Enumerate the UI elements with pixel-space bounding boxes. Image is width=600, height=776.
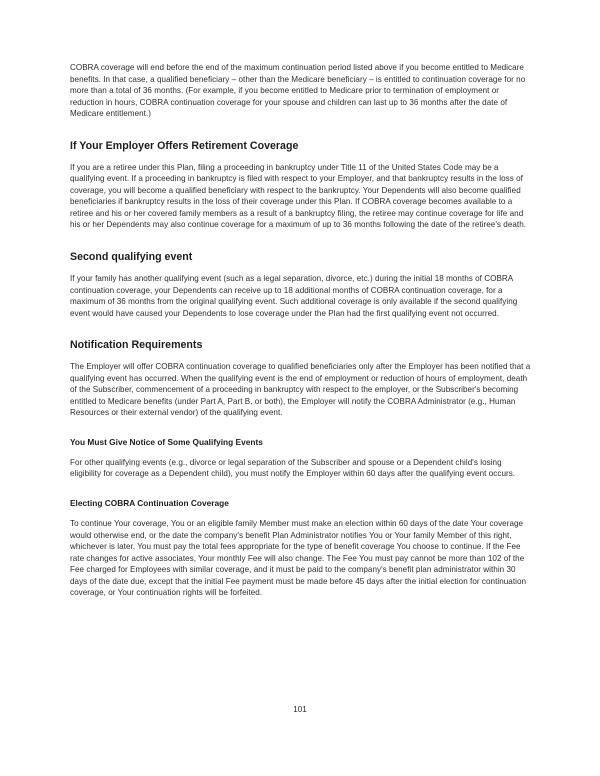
spacer xyxy=(70,448,531,457)
spacer xyxy=(70,153,531,162)
spacer xyxy=(70,352,531,361)
paragraph-retiree-bankruptcy: If you are a retiree under this Plan, filing a proceeding in bankruptcy under Title 11 of the United States Code may be a qualifying event. If a proceeding in bankruptcy is filed with respect to your Employer, and that bankruptcy results in the loss of coverage, you will become a qualified beneficiary with respect to the bankruptcy. Your Dependents will also become qualified beneficiaries if bankruptcy results in the loss of their coverage under this Plan. If COBRA coverage becomes available to a retiree and his or her covered family members as a result of a bankruptcy filing, the retiree may continue coverage for life and his or her Dependents may also continue coverage for a maximum of up to 36 months following the date of the retiree's death. xyxy=(70,162,527,230)
spacer xyxy=(70,120,531,140)
paragraph-other-qualifying-events: For other qualifying events (e.g., divorce or legal separation of the Subscriber and spouse or a Dependent child's losing eligibility for coverage as a Dependent child), you must notify the Employer within 60 days after the qualifying event occurs. xyxy=(70,457,516,479)
subheading-electing-cobra: Electing COBRA Continuation Coverage xyxy=(70,498,229,509)
document-body xyxy=(70,62,531,599)
heading-notification-requirements: Notification Requirements xyxy=(70,339,203,352)
heading-second-qualifying-event: Second qualifying event xyxy=(70,251,193,264)
spacer xyxy=(70,319,531,339)
paragraph-medicare-entitlement: COBRA coverage will end before the end of the maximum continuation period listed above if you become entitled to Medicare benefits. In that case, a qualified beneficiary – other than the Medicare beneficiary – is entitled to continuation coverage for no more than a total of 36 months. (For example, if you become entitled to Medicare prior to termination of employment or reduction in hours, COBRA continuation coverage for your spouse and children can last up to 36 months after the date of Medicare entitlement.) xyxy=(70,63,526,119)
spacer xyxy=(70,419,531,437)
paragraph-second-qualifying-event: If your family has another qualifying event (such as a legal separation, divorce, etc.) during the initial 18 months of COBRA continuation coverage, your Dependents can receive up to 18 additional months of COBRA continuation coverage, for a maximum of 36 months from the original qualifying event. Such additional coverage is only available if the second qualifying event would have caused your Dependents to lose coverage under the Plan had the first qualifying event not occurred. xyxy=(70,274,518,318)
subheading-notice-of-qualifying-events: You Must Give Notice of Some Qualifying Events xyxy=(70,436,263,447)
spacer xyxy=(70,509,531,518)
paragraph-electing-cobra-details: To continue Your coverage, You or an eligible family Member must make an election within 60 days of the date Your coverage would otherwise end, or the date the company's benefit Plan Administrator notifies You or Your family Member of this right, whichever is later. You must pay the total fees appropriate for the type of benefit coverage You choose to continue. If the Fee rate changes for active associates, Your monthly Fee will also change. The Fee You must pay cannot be more than 102 of the Fee charged for Employees with similar coverage, and it must be paid to the company's benefit plan administrator within 30 days of the date due, except that the initial Fee payment must be made before 45 days after the initial election for continuation coverage, or Your continuation rights will be forfeited. xyxy=(70,519,527,598)
heading-retirement-coverage: If Your Employer Offers Retirement Coverage xyxy=(70,139,299,152)
spacer xyxy=(70,231,531,251)
page-number: 101 xyxy=(293,705,307,714)
spacer xyxy=(70,480,531,498)
spacer xyxy=(70,264,531,273)
paragraph-employer-notification: The Employer will offer COBRA continuation coverage to qualified beneficiaries only after the Employer has been notified that a qualifying event has occurred. When the qualifying event is the end of employment or reduction of hours of employment, death of the Subscriber, commencement of a proceeding in bankruptcy with respect to the employer, or the Subscriber's becoming entitled to Medicare benefits (under Part A, Part B, or both), the Employer will notify the COBRA Administrator (e.g., Human Resources or their external vendor) of the qualifying event. xyxy=(70,362,531,418)
